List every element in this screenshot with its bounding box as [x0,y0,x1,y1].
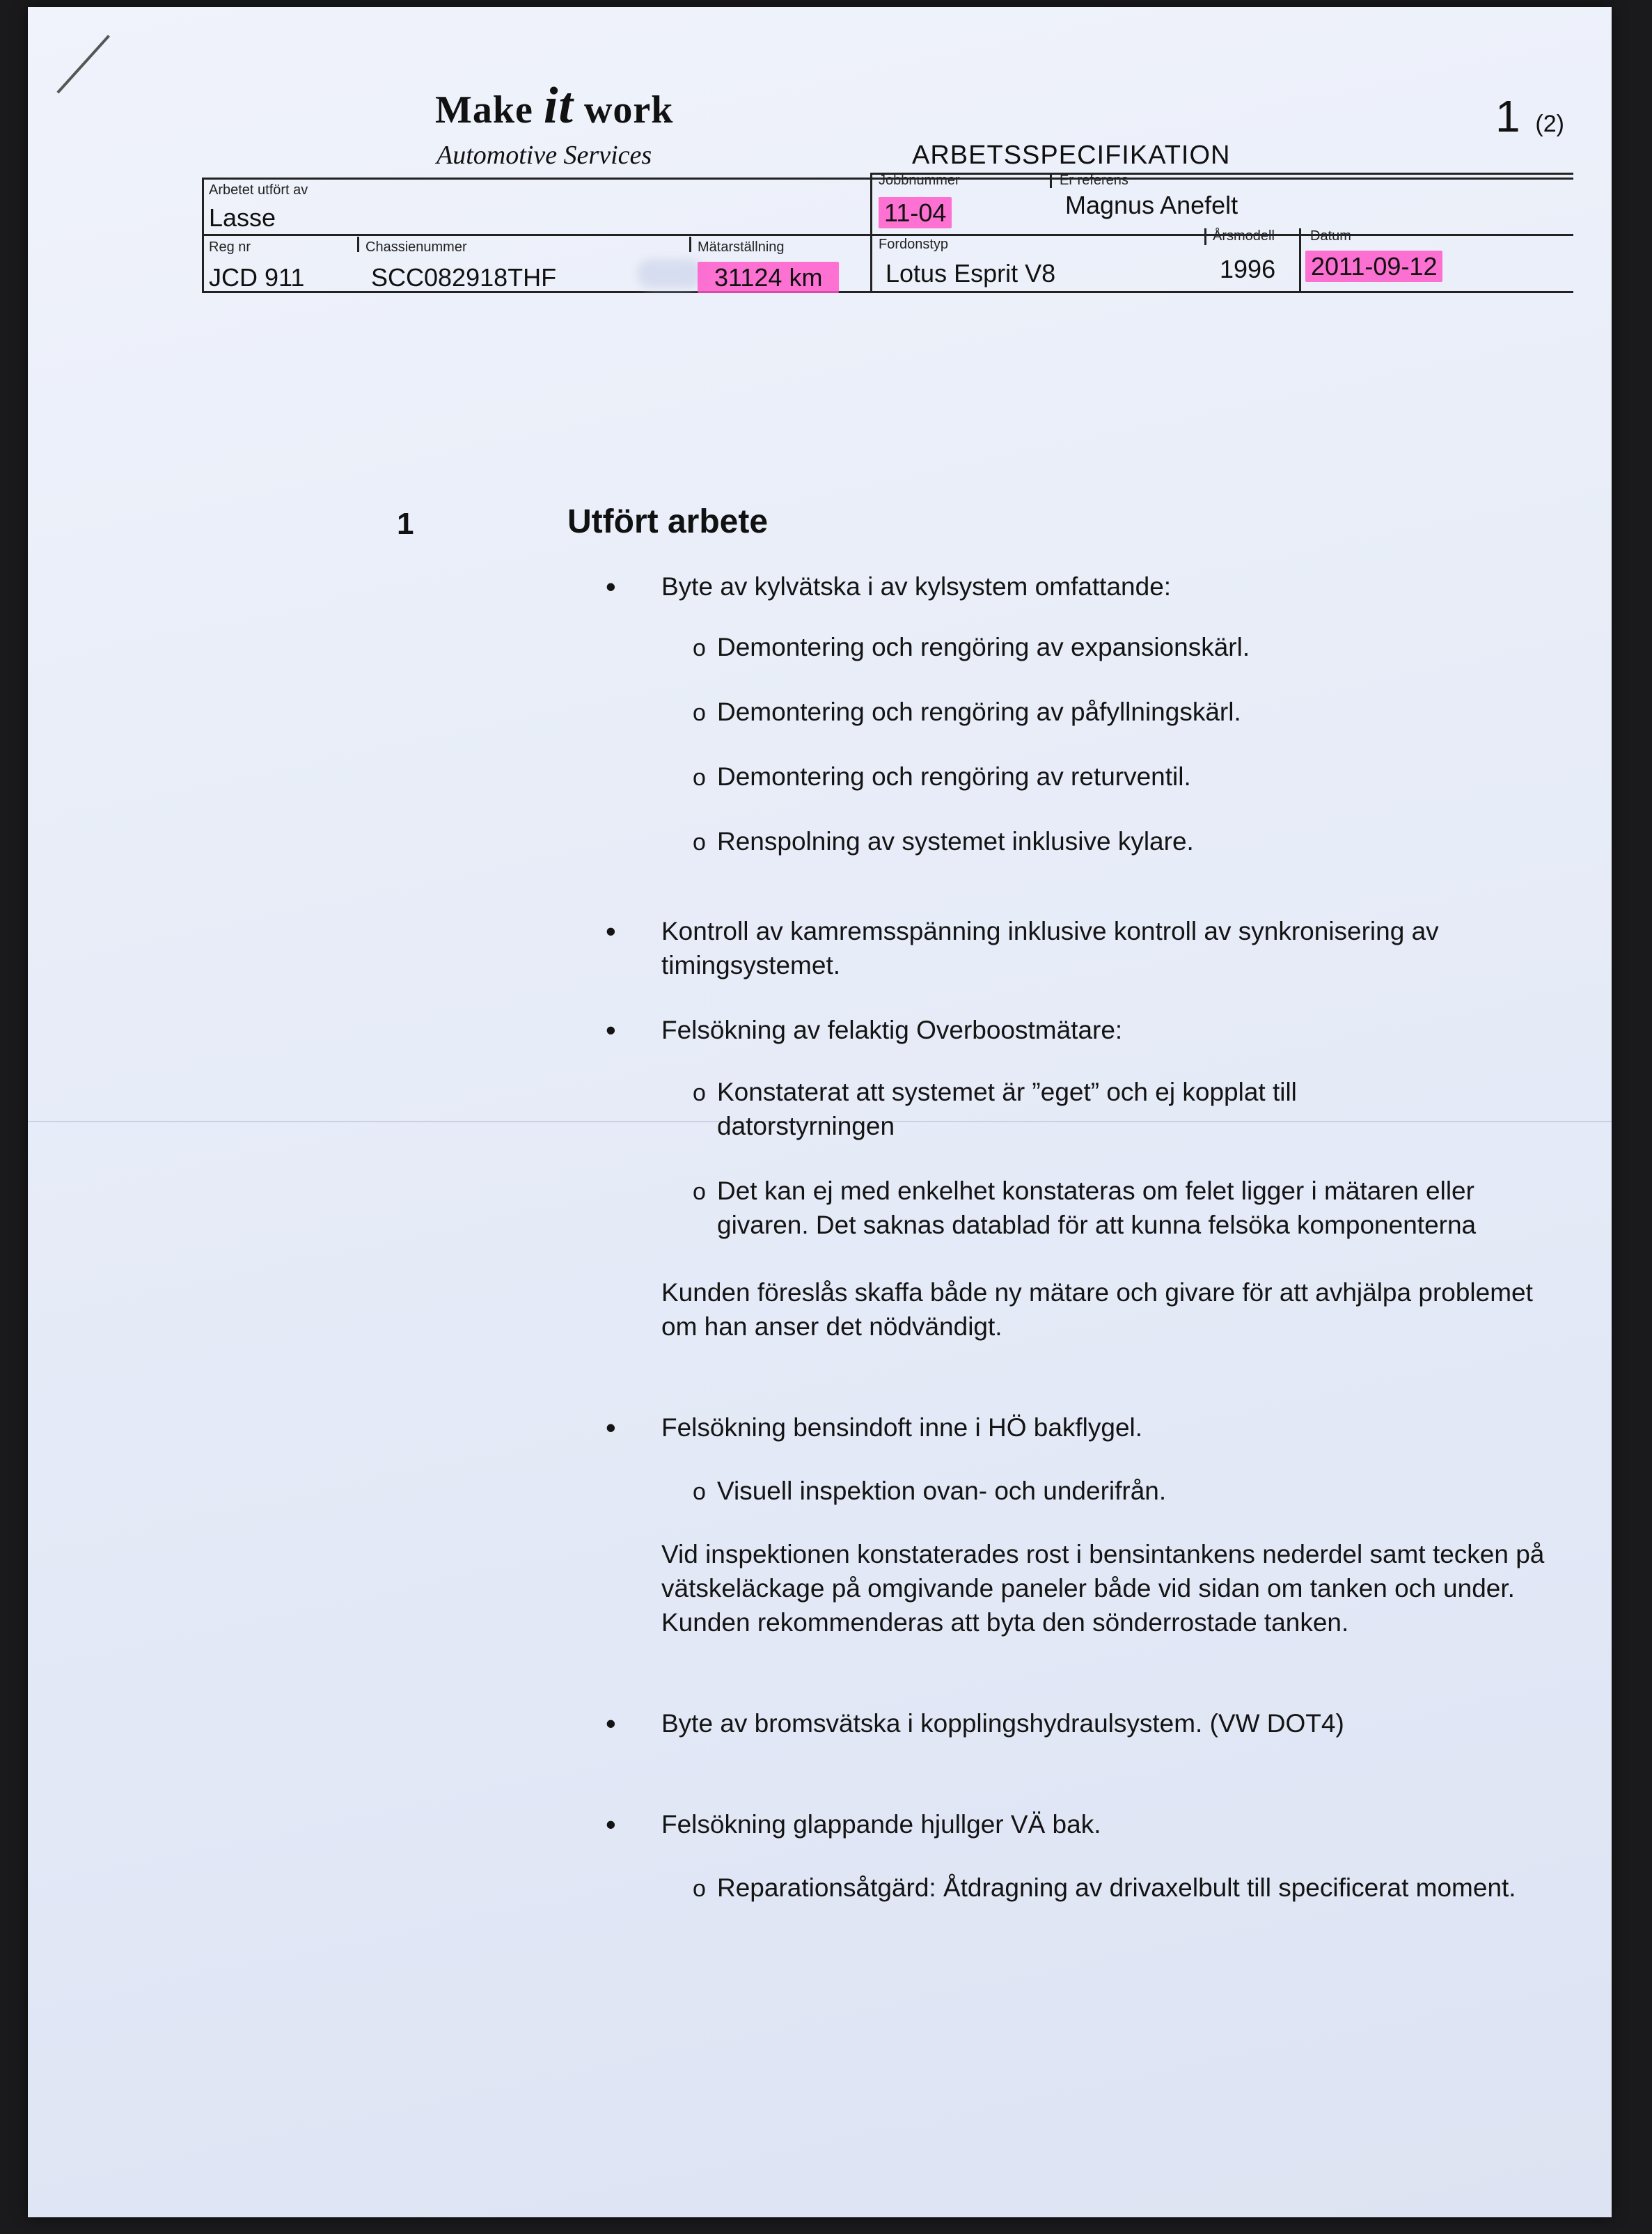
chassis-value: SCC082918THF [371,263,557,292]
form-divider-4 [689,237,691,252]
performed-by-label: Arbetet utfört av [209,182,308,198]
reg-label: Reg nr [209,239,251,255]
page-number: 1 (2) [1495,91,1564,141]
job-number-label: Jobbnummer [879,173,960,188]
sub-list-item: o Reparationsåtgärd: Åtdragning av drivaxelbult till specificerat moment. [606,1871,1552,1905]
list-item: • Kontroll av kamremsspänning inklusive kontroll av synkronisering av timingsystemet. [606,914,1552,982]
form-divider-6 [1299,228,1301,291]
sub-list-item: o Konstaterat att systemet är ”eget” och ej kopplat till datorstyrningen [606,1075,1552,1143]
list-item: • Byte av bromsvätska i kopplingshydraulsystem. (VW DOT4) [606,1706,1552,1740]
odometer-value: 31124 km [698,263,839,292]
job-number-value: 11-04 [879,198,952,228]
list-item: • Felsökning bensindoft inne i HÖ bakflygel. [606,1410,1552,1445]
list-item: • Byte av kylvätska i av kylsystem omfattande: [606,569,1552,604]
form-divider-5 [1204,228,1206,245]
reference-value: Magnus Anefelt [1065,191,1238,219]
vehicle-type-label: Fordonstyp [879,237,949,252]
date-value: 2011-09-12 [1305,252,1442,281]
form-divider-2 [1050,173,1052,188]
model-year-label: Årsmodell [1213,228,1275,244]
form-line-left [202,178,204,293]
list-item: • Felsökning av felaktig Overboostmätare: [606,1013,1552,1047]
performed-by-value: Lasse [209,203,276,232]
sub-list-item: o Demontering och rengöring av expansionskärl. [606,630,1552,664]
document-page [28,7,1612,2217]
vehicle-type-value: Lotus Esprit V8 [886,259,1056,288]
sub-list-item: o Det kan ej med enkelhet konstateras om felet ligger i mätaren eller givaren. Det saknas datablad för att kunna felsöka komponenterna [606,1174,1552,1242]
form-divider-1 [870,173,872,293]
reference-label: Er referens [1060,173,1128,188]
paragraph: Kunden föreslås skaffa både ny mätare och givare för att avhjälpa problemet om han anser det nödvändigt. [661,1278,1533,1341]
sub-list-item: o Visuell inspektion ovan- och underifrån. [606,1474,1552,1508]
pen-mark [56,35,110,93]
form-line-top-right [870,173,1573,175]
form-divider-3 [357,237,359,252]
chassis-label: Chassienummer [365,239,467,255]
reg-value: JCD 911 [209,263,305,292]
section-number: 1 [397,507,414,541]
date-label: Datum [1310,228,1351,244]
work-description [606,569,1552,1905]
sub-list-item: o Renspolning av systemet inklusive kylare. [606,824,1552,858]
sub-list-item: o Demontering och rengöring av returventil. [606,760,1552,794]
brand-subtitle: Automotive Services [436,141,652,170]
form-line-middle [202,234,1573,236]
sub-list-item: o Demontering och rengöring av påfyllningskärl. [606,695,1552,729]
company-logo [435,77,673,171]
model-year-value: 1996 [1220,255,1276,283]
paragraph: Vid inspektionen konstaterades rost i bensintankens nederdel samt tecken på vätskeläckage på omgivande paneler både vid sidan om tanken och under. Kunden rekommenderas att byta den sönderrostade tanken. [661,1540,1545,1637]
odometer-label: Mätarställning [698,239,785,255]
section-title: Utfört arbete [567,503,769,540]
redaction-blur [637,259,703,288]
list-item: • Felsökning glappande hjullger VÄ bak. [606,1807,1552,1841]
document-type: ARBETSSPECIFIKATION [912,141,1231,170]
brand-name: Make it work [435,77,674,134]
